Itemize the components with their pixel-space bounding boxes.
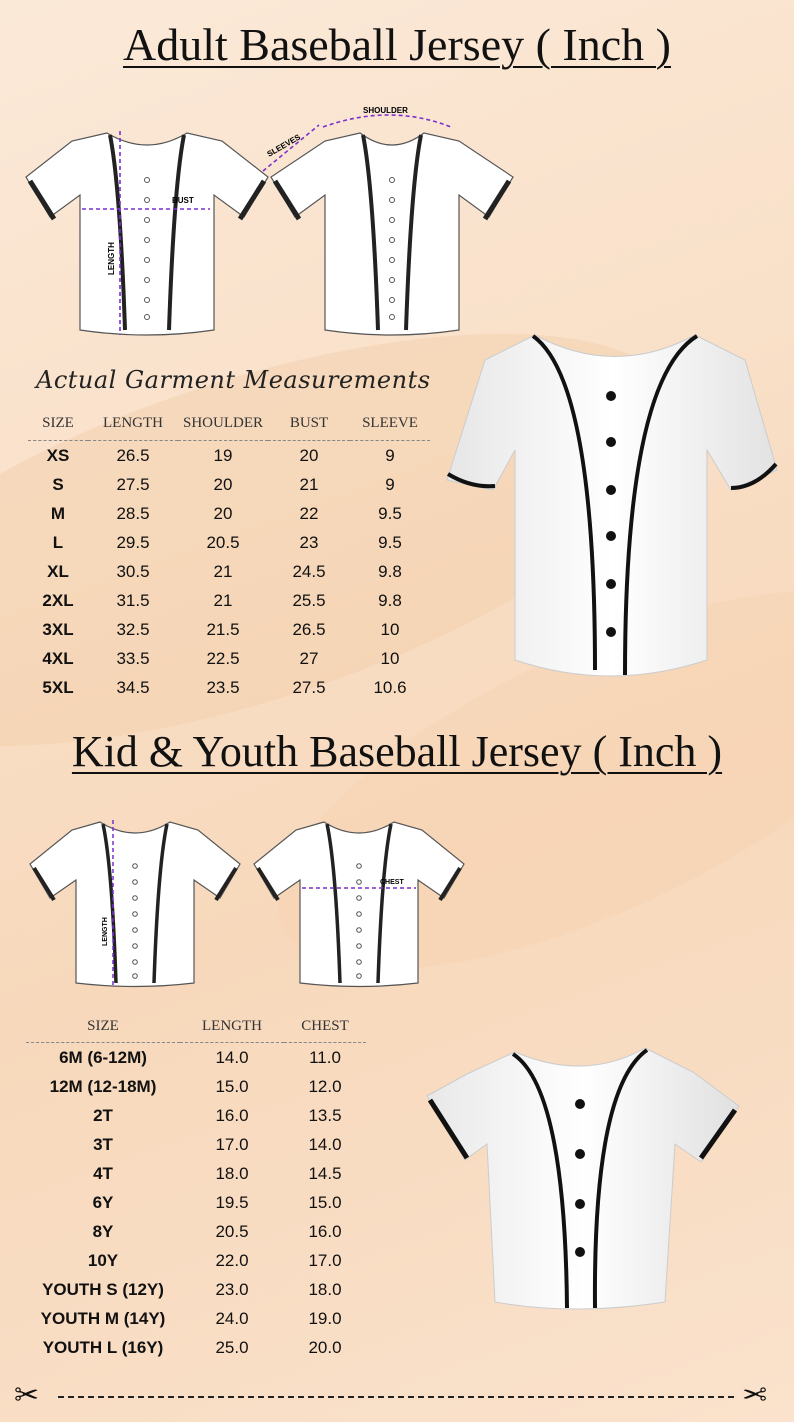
size-cell: M (50, 503, 66, 523)
value-cell: 10 (380, 648, 400, 668)
value-cell: 10 (380, 619, 400, 639)
table-row (28, 499, 430, 528)
kid-jersey-photo (425, 1040, 745, 1320)
value-cell: 22 (299, 503, 319, 523)
column-header: LENGTH (88, 412, 178, 441)
adult-title: Adult Baseball Jersey ( Inch ) (122, 19, 671, 70)
table-row (26, 1072, 366, 1101)
table-row (28, 615, 430, 644)
size-cell: 4T (93, 1163, 113, 1183)
value-cell: 20 (213, 474, 233, 494)
value-cell: 31.5 (116, 590, 150, 610)
value-cell: 9.8 (378, 590, 402, 610)
table-row (28, 470, 430, 499)
value-cell: 19 (213, 445, 233, 465)
size-cell: 3XL (42, 619, 74, 639)
size-cell: YOUTH L (16Y) (42, 1337, 164, 1357)
value-cell: 28.5 (116, 503, 150, 523)
size-cell: 4XL (42, 648, 74, 668)
column-header: LENGTH (180, 1016, 284, 1043)
value-cell: 33.5 (116, 648, 150, 668)
value-cell: 20.5 (206, 532, 240, 552)
value-cell: 27.5 (116, 474, 150, 494)
value-cell: 21.5 (206, 619, 240, 639)
size-cell: 12M (12-18M) (49, 1076, 157, 1096)
size-cell: 6Y (92, 1192, 114, 1212)
size-cell: 10Y (87, 1250, 119, 1270)
size-cell: XS (46, 445, 70, 465)
size-cell: S (52, 474, 64, 494)
table-row (26, 1217, 366, 1246)
value-cell: 20 (299, 445, 319, 465)
value-cell: 18.0 (215, 1163, 249, 1183)
adult-size-table (28, 412, 430, 702)
value-cell: 17.0 (215, 1134, 249, 1154)
size-cell: 2T (93, 1105, 113, 1125)
table-row (26, 1130, 366, 1159)
table-row (26, 1304, 366, 1333)
value-cell: 14.5 (308, 1163, 342, 1183)
value-cell: 17.0 (308, 1250, 342, 1270)
column-header: SLEEVE (350, 412, 430, 441)
value-cell: 24.0 (215, 1308, 249, 1328)
adult-front-diagram (22, 125, 272, 340)
value-cell: 16.0 (215, 1105, 249, 1125)
scissors-icon: ✂ (742, 1378, 768, 1413)
value-cell: 21 (213, 561, 233, 581)
table-row (26, 1246, 366, 1275)
size-cell: YOUTH M (14Y) (40, 1308, 166, 1328)
chest-label: CHEST (380, 879, 404, 886)
table-row (28, 644, 430, 673)
value-cell: 34.5 (116, 677, 150, 697)
kid-size-table (26, 1016, 366, 1362)
value-cell: 9 (385, 445, 395, 465)
value-cell: 18.0 (308, 1279, 342, 1299)
value-cell: 19.0 (308, 1308, 342, 1328)
size-cell: 5XL (42, 677, 74, 697)
size-cell: L (52, 532, 64, 552)
column-header: BUST (268, 412, 350, 441)
table-row (26, 1159, 366, 1188)
value-cell: 14.0 (308, 1134, 342, 1154)
column-header: SIZE (26, 1016, 180, 1043)
value-cell: 21 (213, 590, 233, 610)
value-cell: 9.8 (378, 561, 402, 581)
value-cell: 26.5 (116, 445, 150, 465)
table-row (26, 1333, 366, 1362)
kid-title: Kid & Youth Baseball Jersey ( Inch ) (71, 727, 723, 776)
table-row (26, 1043, 366, 1073)
size-cell: 3T (93, 1134, 113, 1154)
value-cell: 9.5 (378, 532, 402, 552)
column-header: CHEST (284, 1016, 366, 1043)
value-cell: 12.0 (308, 1076, 342, 1096)
cut-line (58, 1396, 734, 1398)
bust-label: BUST (172, 196, 194, 205)
value-cell: 25.0 (215, 1337, 249, 1357)
value-cell: 27 (299, 648, 319, 668)
value-cell: 22.0 (215, 1250, 249, 1270)
size-cell: YOUTH S (12Y) (42, 1279, 164, 1299)
kid-length-label: LENGTH (102, 917, 109, 946)
size-cell: 6M (6-12M) (59, 1047, 147, 1067)
table-row (28, 441, 430, 471)
value-cell: 20 (213, 503, 233, 523)
adult-jersey-photo (445, 320, 785, 690)
value-cell: 16.0 (308, 1221, 342, 1241)
value-cell: 13.5 (308, 1105, 342, 1125)
value-cell: 23 (299, 532, 319, 552)
table-row (26, 1275, 366, 1304)
value-cell: 23.0 (215, 1279, 249, 1299)
value-cell: 30.5 (116, 561, 150, 581)
shoulder-label: SHOULDER (363, 106, 408, 115)
size-cell: 8Y (92, 1221, 114, 1241)
column-header: SHOULDER (178, 412, 268, 441)
table-row (26, 1188, 366, 1217)
adult-back-diagram (255, 105, 525, 340)
value-cell: 15.0 (308, 1192, 342, 1212)
scissors-icon: ✂ (14, 1378, 40, 1413)
value-cell: 11.0 (309, 1047, 341, 1067)
value-cell: 9.5 (378, 503, 402, 523)
kid-back-diagram (252, 818, 467, 988)
value-cell: 9 (385, 474, 395, 494)
table-row (28, 528, 430, 557)
size-cell: 2XL (42, 590, 74, 610)
value-cell: 20.0 (308, 1337, 342, 1357)
value-cell: 22.5 (206, 648, 240, 668)
value-cell: 25.5 (292, 590, 326, 610)
value-cell: 10.6 (373, 677, 407, 697)
column-header: SIZE (28, 412, 88, 441)
length-label: LENGTH (107, 242, 116, 275)
table-header-row (26, 1016, 366, 1043)
value-cell: 23.5 (206, 677, 240, 697)
value-cell: 15.0 (215, 1076, 249, 1096)
kid-front-diagram (28, 818, 243, 988)
value-cell: 19.5 (215, 1192, 249, 1212)
size-cell: XL (47, 561, 69, 581)
table-header-row (28, 412, 430, 441)
sleeves-label: SLEEVES (265, 132, 302, 159)
value-cell: 32.5 (116, 619, 150, 639)
value-cell: 27.5 (292, 677, 326, 697)
value-cell: 21 (299, 474, 319, 494)
table-row (28, 673, 430, 702)
value-cell: 20.5 (215, 1221, 249, 1241)
table-row (28, 586, 430, 615)
value-cell: 14.0 (215, 1047, 249, 1067)
table-row (28, 557, 430, 586)
value-cell: 26.5 (292, 619, 326, 639)
value-cell: 29.5 (116, 532, 150, 552)
value-cell: 24.5 (292, 561, 326, 581)
table-row (26, 1101, 366, 1130)
measurements-subtitle: Actual Garment Measurements (36, 366, 431, 394)
